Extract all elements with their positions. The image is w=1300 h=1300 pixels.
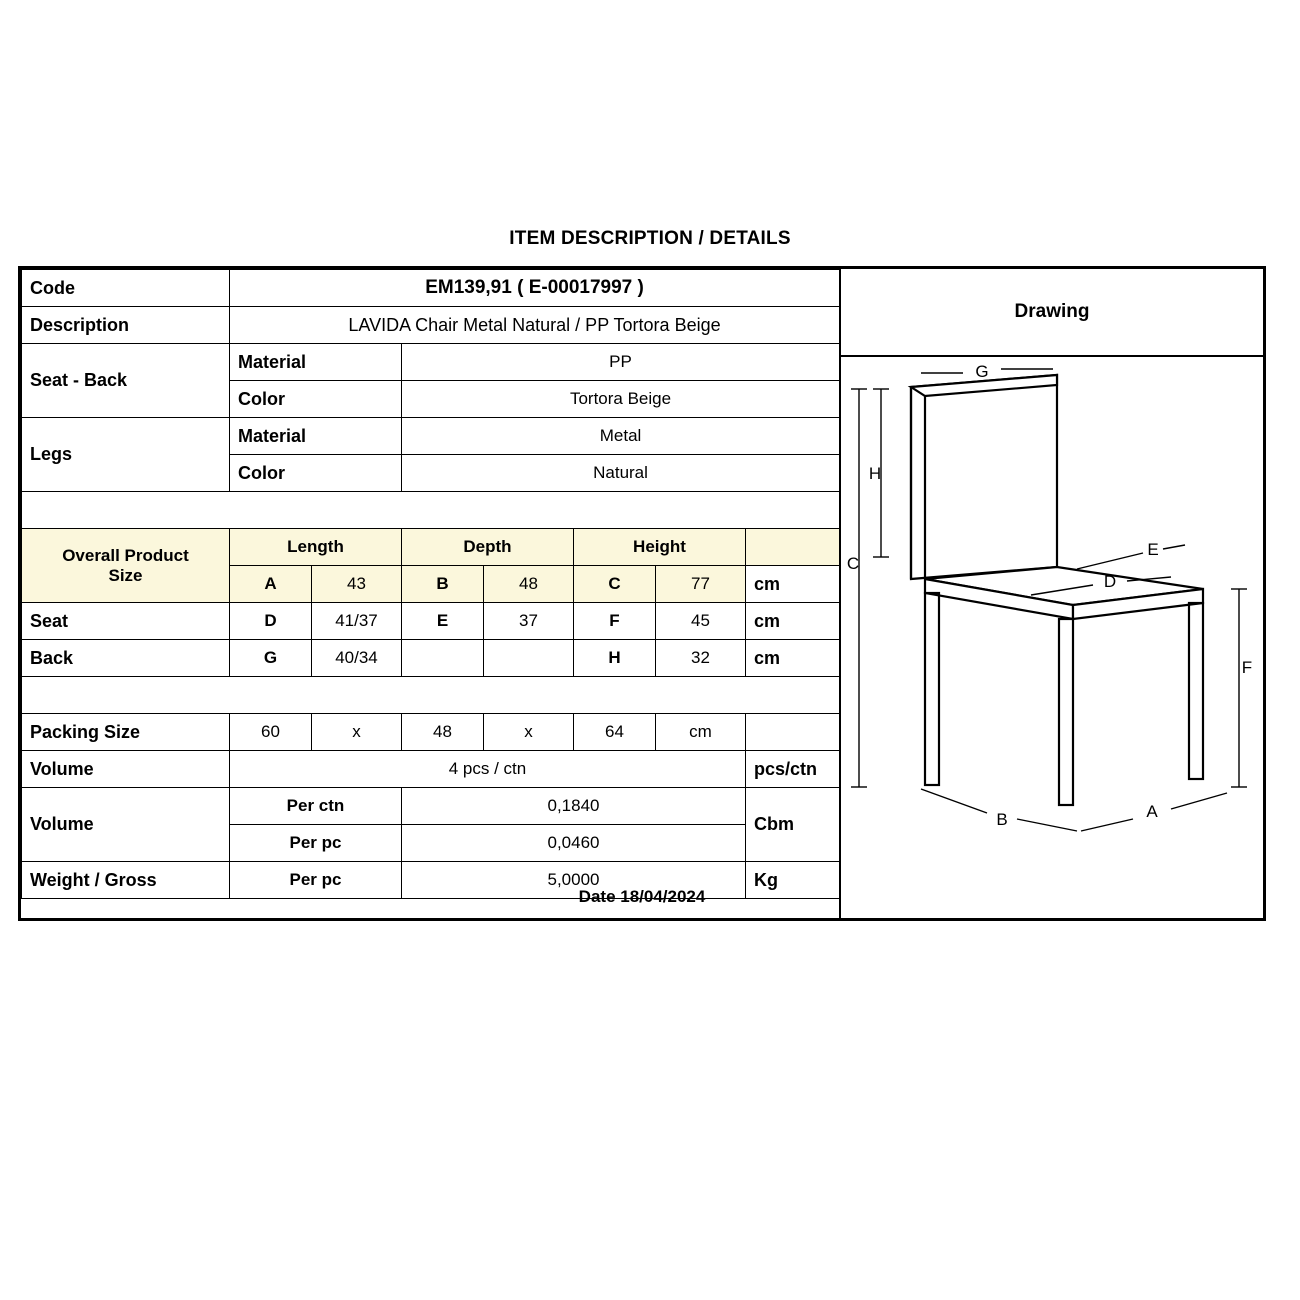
- date-bar: [21, 876, 1263, 918]
- overall-depth-key: B: [402, 566, 484, 603]
- page-title: ITEM DESCRIPTION / DETAILS: [509, 228, 791, 249]
- dim-label-C: C: [846, 554, 860, 573]
- table-row-seatback-material: [22, 344, 840, 381]
- seat-depth-key: E: [402, 603, 484, 640]
- back-label: Back: [22, 640, 230, 677]
- table-row-code: [22, 270, 840, 307]
- dim-label-G: G: [975, 362, 989, 381]
- table-row-description: [22, 307, 840, 344]
- drawing-area: [839, 269, 1263, 918]
- seat-height-key: F: [574, 603, 656, 640]
- packing-empty: [746, 714, 840, 751]
- height-header: Height: [574, 529, 746, 566]
- back-unit: cm: [746, 640, 840, 677]
- overall-height-key: C: [574, 566, 656, 603]
- overall-length-key: A: [230, 566, 312, 603]
- per-pc-value: 0,0460: [402, 825, 746, 862]
- table-row-back-dimensions: [22, 640, 840, 677]
- overall-depth-value: 48: [484, 566, 574, 603]
- per-pc-label: Per pc: [230, 825, 402, 862]
- volume-pcs-value: 4 pcs / ctn: [230, 751, 746, 788]
- table-row-seat-dimensions: [22, 603, 840, 640]
- back-depth-value: [484, 640, 574, 677]
- table-spacer-1: [22, 492, 840, 529]
- seat-unit: cm: [746, 603, 840, 640]
- packing-unit: cm: [656, 714, 746, 751]
- back-depth-key: [402, 640, 484, 677]
- seat-back-label: Seat - Back: [22, 344, 230, 418]
- per-ctn-label: Per ctn: [230, 788, 402, 825]
- dim-label-H: H: [868, 464, 882, 483]
- spacer-cell-2: [22, 677, 840, 714]
- code-label: Code: [22, 270, 230, 307]
- weight-label: Weight / Gross: [22, 862, 230, 899]
- spec-table-area: [21, 269, 839, 918]
- seat-length-value: 41/37: [312, 603, 402, 640]
- dim-label-E: E: [1147, 540, 1159, 559]
- dim-label-A: A: [1146, 802, 1158, 821]
- seat-back-color-label: Color: [230, 381, 402, 418]
- seat-back-material-value: PP: [402, 344, 840, 381]
- overall-size-label-line1: Overall Product: [62, 545, 189, 565]
- packing-size-label: Packing Size: [22, 714, 230, 751]
- overall-size-label: [22, 529, 230, 603]
- legs-color-label: Color: [230, 455, 402, 492]
- table-row-legs-material: [22, 418, 840, 455]
- dim-label-F: F: [1241, 658, 1253, 677]
- description-value: LAVIDA Chair Metal Natural / PP Tortora Beige: [230, 307, 840, 344]
- table-row-dimension-headers: [22, 529, 840, 566]
- volume-unit: Cbm: [746, 788, 840, 862]
- seat-back-color-value: Tortora Beige: [402, 381, 840, 418]
- chair-drawing-svg: [841, 357, 1269, 877]
- overall-unit: cm: [746, 566, 840, 603]
- seat-length-key: D: [230, 603, 312, 640]
- seat-depth-value: 37: [484, 603, 574, 640]
- back-length-key: G: [230, 640, 312, 677]
- volume-label: Volume: [22, 788, 230, 862]
- packing-height: 64: [574, 714, 656, 751]
- description-label: Description: [22, 307, 230, 344]
- code-value: EM139,91 ( E-00017997 ): [230, 270, 840, 307]
- back-height-value: 32: [656, 640, 746, 677]
- overall-size-label-line2: Size: [108, 565, 143, 585]
- seat-back-material-label: Material: [230, 344, 402, 381]
- table-row-volume-per-ctn: [22, 788, 840, 825]
- overall-length-value: 43: [312, 566, 402, 603]
- dim-label-B: B: [996, 810, 1008, 829]
- legs-material-value: Metal: [402, 418, 840, 455]
- depth-header: Depth: [402, 529, 574, 566]
- packing-separator-1: x: [312, 714, 402, 751]
- table-spacer-2: [22, 677, 840, 714]
- spec-frame: [18, 266, 1266, 921]
- legs-material-label: Material: [230, 418, 402, 455]
- volume-pcs-unit: pcs/ctn: [746, 751, 840, 788]
- unit-header: [746, 529, 840, 566]
- weight-value: 5,0000: [402, 862, 746, 899]
- spacer-cell: [22, 492, 840, 529]
- weight-unit: Kg: [746, 862, 840, 899]
- volume-pcs-label: Volume: [22, 751, 230, 788]
- back-height-key: H: [574, 640, 656, 677]
- table-row-packing-size: [22, 714, 840, 751]
- back-length-value: 40/34: [312, 640, 402, 677]
- length-header: Length: [230, 529, 402, 566]
- legs-color-value: Natural: [402, 455, 840, 492]
- dim-label-D: D: [1103, 572, 1117, 591]
- date-text: Date 18/04/2024: [578, 887, 706, 906]
- overall-height-value: 77: [656, 566, 746, 603]
- chair-drawing: [841, 357, 1263, 877]
- table-row-volume-pcs: [22, 751, 840, 788]
- seat-label: Seat: [22, 603, 230, 640]
- legs-label: Legs: [22, 418, 230, 492]
- per-ctn-value: 0,1840: [402, 788, 746, 825]
- weight-per-pc-label: Per pc: [230, 862, 402, 899]
- packing-length: 60: [230, 714, 312, 751]
- drawing-title: Drawing: [841, 269, 1263, 357]
- seat-height-value: 45: [656, 603, 746, 640]
- spec-table: [21, 269, 840, 899]
- packing-depth: 48: [402, 714, 484, 751]
- packing-separator-2: x: [484, 714, 574, 751]
